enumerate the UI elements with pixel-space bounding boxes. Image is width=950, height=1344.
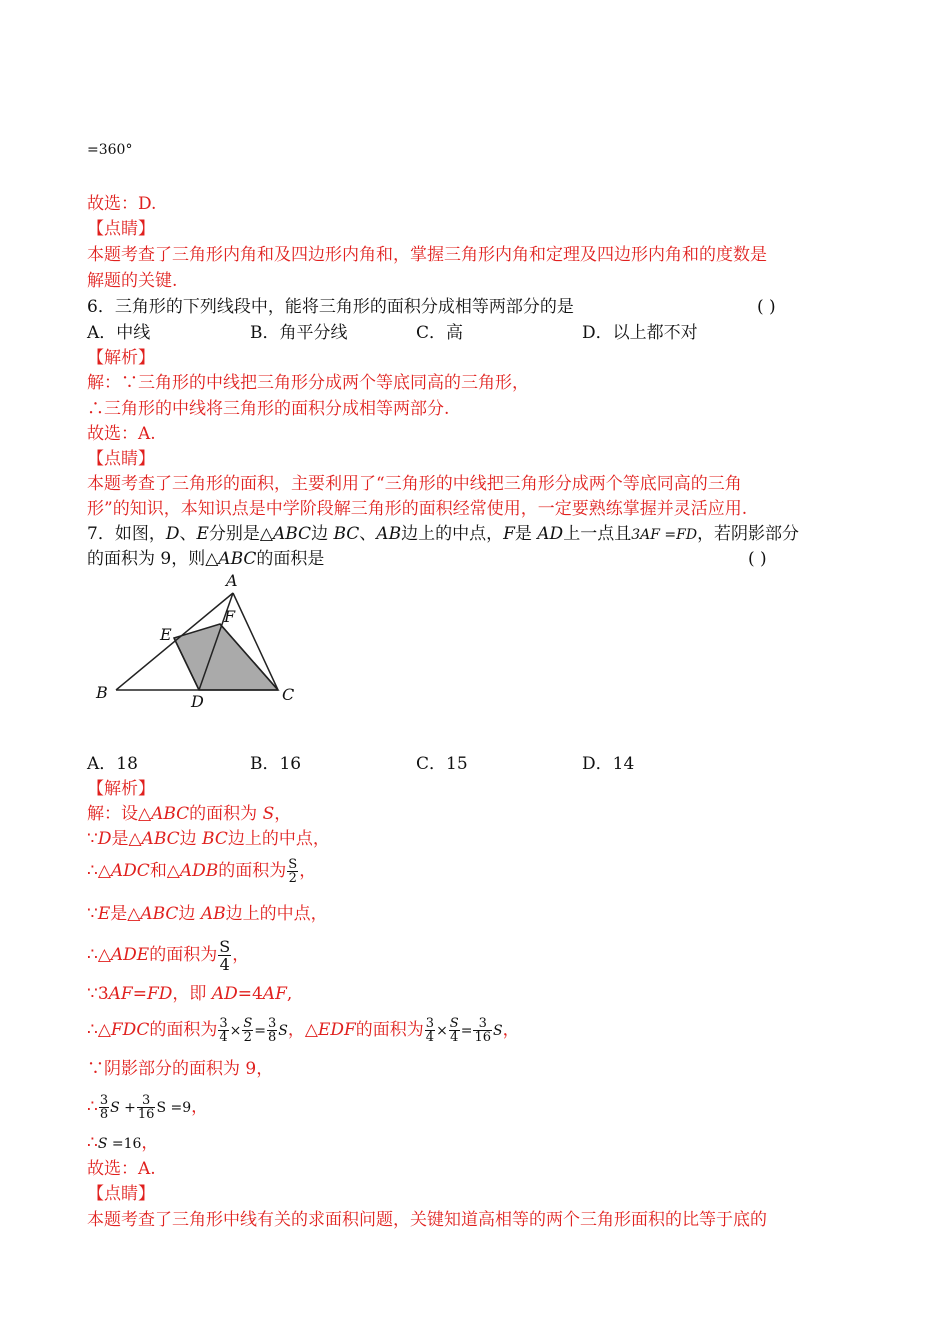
label-c: C — [282, 685, 295, 704]
q6-solution-line-1: 解：∵三角形的中线把三角形分成两个等底同高的三角形， — [87, 373, 529, 393]
q7-choice: 故选：A. — [87, 1159, 156, 1179]
prev-note-line-2: 解题的关键. — [87, 271, 178, 291]
q7-solution-line-6: ∵3AF=FD，即 AD=4AF, — [87, 984, 293, 1004]
q7-solution-line-8: ∵阴影部分的面积为 9， — [87, 1059, 274, 1079]
q7-note-line-1: 本题考查了三角形中线有关的求面积问题，关键知道高相等的两个三角形面积的比等于底的 — [87, 1210, 767, 1230]
fraction: $\frac{3}{8}$ — [267, 1016, 277, 1045]
q7-stem-line-2: 的面积为 9，则△ABC的面积是 — [87, 549, 325, 569]
q6-stem: 6．三角形的下列线段中，能将三角形的面积分成相等两部分的是 — [87, 297, 574, 317]
q6-note-tag: 【点睛】 — [87, 449, 155, 469]
q7-solution-line-10: ∴S =16， — [87, 1133, 159, 1153]
q7-solution-line-4: ∵E是△ABC边 AB边上的中点， — [87, 904, 328, 924]
q7-stem-line-1: 7．如图，D、E分别是△ABC边 BC、AB边上的中点，F是 AD上一点且3AF =FD，若阴影部分 — [87, 524, 800, 544]
q7-solution-line-7: ∴△FDC的面积为 $\frac{3}{4}$ × $\frac{S}{2}$ = $\frac{3}{8}$ S，△EDF的面积为 $\frac{3}{4}$ × $\frac{S}{4}$ = $\frac{3}{16}$ S， — [87, 1016, 520, 1045]
q7-option-c: C．15 — [416, 754, 468, 774]
q6-choice: 故选：A. — [87, 424, 156, 444]
fraction: $\frac{3}{16}$ — [137, 1093, 155, 1122]
q6-answer-paren: ( ) — [757, 297, 776, 317]
prev-note-line-1: 本题考查了三角形内角和及四边形内角和，掌握三角形内角和定理及四边形内角和的度数是 — [87, 245, 767, 265]
q6-option-b: B．角平分线 — [250, 323, 348, 343]
fraction: $\frac{3}{16}$ — [474, 1016, 491, 1045]
fraction: $\frac{3}{8}$ — [99, 1093, 109, 1122]
q7-solution-line-3: ∴△ADC和△ADB的面积为 $\frac{S}{2}$ ， — [87, 857, 317, 886]
q7-option-d: D．14 — [582, 754, 635, 774]
q7-option-a: A．18 — [87, 754, 138, 774]
q7-solution-line-2: ∵D是△ABC边 BC边上的中点， — [87, 829, 330, 849]
q7-solution-line-1: 解：设△ABC的面积为 S， — [87, 804, 292, 824]
label-b: B — [96, 683, 108, 702]
q6-option-c: C．高 — [416, 323, 464, 343]
q6-option-d: D．以上都不对 — [582, 323, 698, 343]
fraction: $\frac{S}{4}$ — [219, 937, 231, 974]
q7-solution-line-5: ∴△ADE的面积为 $\frac{S}{4}$ ， — [87, 937, 250, 974]
q7-option-b: B．16 — [250, 754, 302, 774]
fraction: $\frac{3}{4}$ — [219, 1016, 228, 1045]
q6-analysis-tag: 【解析】 — [87, 348, 155, 368]
prev-equation: =360° — [87, 142, 133, 158]
prev-note-tag: 【点睛】 — [87, 219, 155, 239]
label-a: A — [226, 571, 238, 590]
q7-answer-paren: ( ) — [748, 549, 767, 569]
fraction: $\frac{S}{2}$ — [288, 857, 298, 886]
q6-note-line-2: 形”的知识，本知识点是中学阶段解三角形的面积经常使用，一定要熟练掌握并灵活应用. — [87, 499, 748, 519]
fraction: $\frac{S}{2}$ — [243, 1016, 253, 1045]
label-d: D — [191, 692, 204, 710]
prev-choice: 故选：D. — [87, 194, 157, 214]
q6-solution-line-2: ∴三角形的中线将三角形的面积分成相等两部分. — [87, 399, 450, 419]
q7-analysis-tag: 【解析】 — [87, 779, 155, 799]
fraction: $\frac{3}{4}$ — [425, 1016, 435, 1045]
fraction: $\frac{S}{4}$ — [449, 1016, 459, 1045]
triangle-figure — [88, 570, 318, 710]
label-f: F — [224, 607, 236, 626]
q7-solution-line-9: ∴ $\frac{3}{8}$ S + $\frac{3}{16}$ S =9， — [87, 1093, 209, 1122]
q6-note-line-1: 本题考查了三角形的面积，主要利用了“三角形的中线把三角形分成两个等底同高的三角 — [87, 474, 742, 494]
q6-option-a: A．中线 — [87, 323, 151, 343]
q7-note-tag: 【点睛】 — [87, 1184, 155, 1204]
label-e: E — [160, 625, 172, 644]
